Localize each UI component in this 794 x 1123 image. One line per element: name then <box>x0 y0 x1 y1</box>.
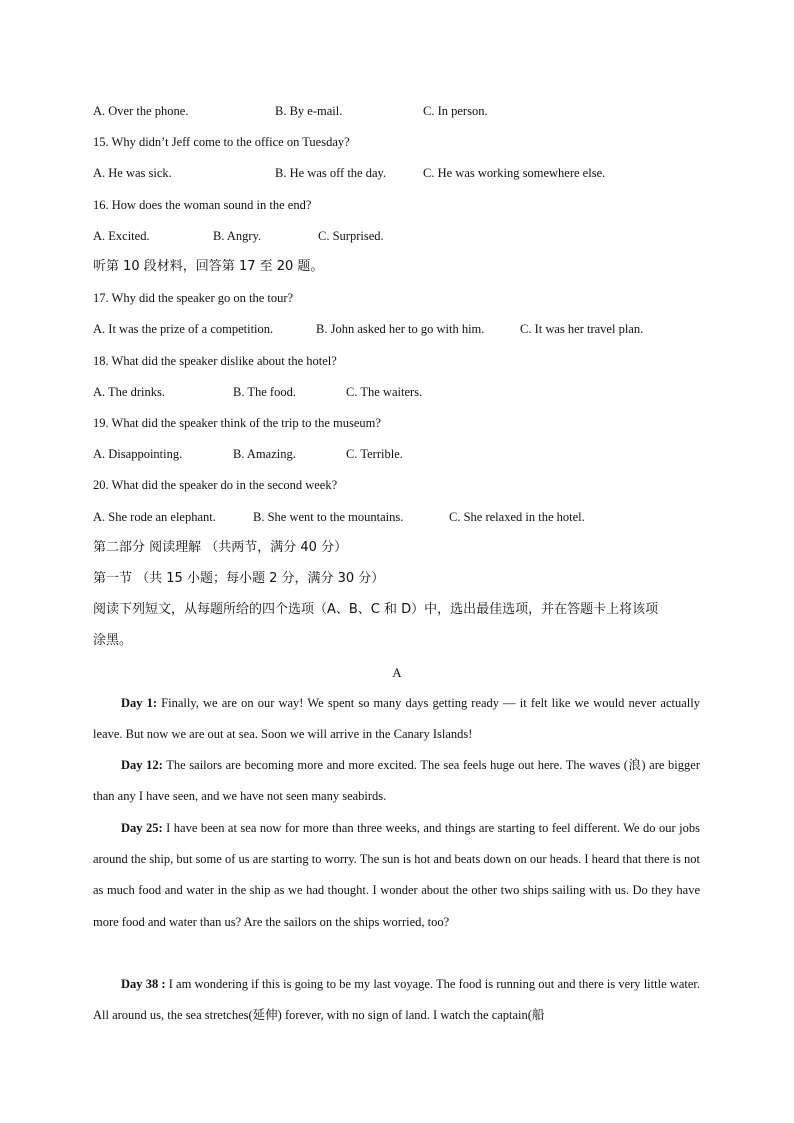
q20-option-b: B. She went to the mountains. <box>253 510 404 524</box>
q14-option-b: B. By e-mail. <box>275 104 343 118</box>
reading-instruction-line2: 涂黑。 <box>93 633 133 648</box>
section10-instruction: 听第 10 段材料，回答第 17 至 20 题。 <box>93 259 324 274</box>
q16-option-b: B. Angry. <box>213 229 262 243</box>
paragraph-text: I am wondering if this is going to be my last voyage. The food is running out and there is very little water. All around us, the sea stretches(延伸) forever, with no sign of land. I watch the captain(船 <box>93 977 700 1023</box>
q16-option-a: A. Excited. <box>93 229 150 243</box>
day-label: Day 25: <box>121 821 163 835</box>
q18-option-b: B. The food. <box>233 385 296 399</box>
passage-paragraph-day12 <box>93 750 700 812</box>
q19-option-b: B. Amazing. <box>233 447 296 461</box>
q20-question: 20. What did the speaker do in the second week? <box>93 478 338 492</box>
q17-option-b: B. John asked her to go with him. <box>316 322 485 336</box>
q14-option-c: C. In person. <box>423 104 488 118</box>
q14-option-a: A. Over the phone. <box>93 104 189 118</box>
q17-question: 17. Why did the speaker go on the tour? <box>93 291 294 305</box>
paragraph-text: Finally, we are on our way! We spent so many days getting ready — it felt like we would never actually leave. But now we are out at sea. Soon we will arrive in the Canary Islands! <box>93 696 700 742</box>
q15-option-a: A. He was sick. <box>93 166 172 180</box>
passage-label: A <box>392 665 402 680</box>
q18-option-c: C. The waiters. <box>346 385 423 399</box>
section1-heading: 第一节 （共 15 小题；每小题 2 分，满分 30 分） <box>93 571 385 586</box>
q15-option-b: B. He was off the day. <box>275 166 387 180</box>
q18-option-a: A. The drinks. <box>93 385 165 399</box>
q17-option-a: A. It was the prize of a competition. <box>93 322 274 336</box>
paragraph-text: The sailors are becoming more and more excited. The sea feels huge out here. The waves (浪) are bigger than any I have seen, and we have not seen many seabirds. <box>93 758 700 804</box>
q19-question: 19. What did the speaker think of the trip to the museum? <box>93 416 381 430</box>
q17-option-c: C. It was her travel plan. <box>520 322 644 336</box>
q16-question: 16. How does the woman sound in the end? <box>93 198 312 212</box>
paragraph-text: I have been at sea now for more than three weeks, and things are starting to feel different. We do our jobs around the ship, but some of us are starting to worry. The sun is hot and beats down on our heads. I heard that there is not as much food and water in the ship as we had thought. I wonder about the other two ships sailing with us. Do they have more food and water than us? Are the sailors on the ships worried, too? <box>93 821 700 929</box>
q20-option-a: A. She rode an elephant. <box>93 510 216 524</box>
day-label: Day 12: <box>121 758 163 772</box>
part2-heading: 第二部分 阅读理解 （共两节，满分 40 分） <box>93 540 348 555</box>
passage-paragraph-day38 <box>93 969 700 1031</box>
day-label: Day 1: <box>121 696 158 710</box>
passage-paragraph-day1 <box>93 688 700 750</box>
q18-question: 18. What did the speaker dislike about the hotel? <box>93 354 337 368</box>
q16-option-c: C. Surprised. <box>318 229 384 243</box>
q20-option-c: C. She relaxed in the hotel. <box>449 510 585 524</box>
reading-instruction-line1: 阅读下列短文，从每题所给的四个选项（A、B、C 和 D）中，选出最佳选项，并在答题卡上将该项 <box>93 602 659 617</box>
q15-option-c: C. He was working somewhere else. <box>423 166 606 180</box>
passage-paragraph-day25 <box>93 813 700 938</box>
day-label: Day 38 : <box>121 977 166 991</box>
q19-option-c: C. Terrible. <box>346 447 403 461</box>
q15-question: 15. Why didn’t Jeff come to the office on Tuesday? <box>93 135 350 149</box>
q19-option-a: A. Disappointing. <box>93 447 183 461</box>
